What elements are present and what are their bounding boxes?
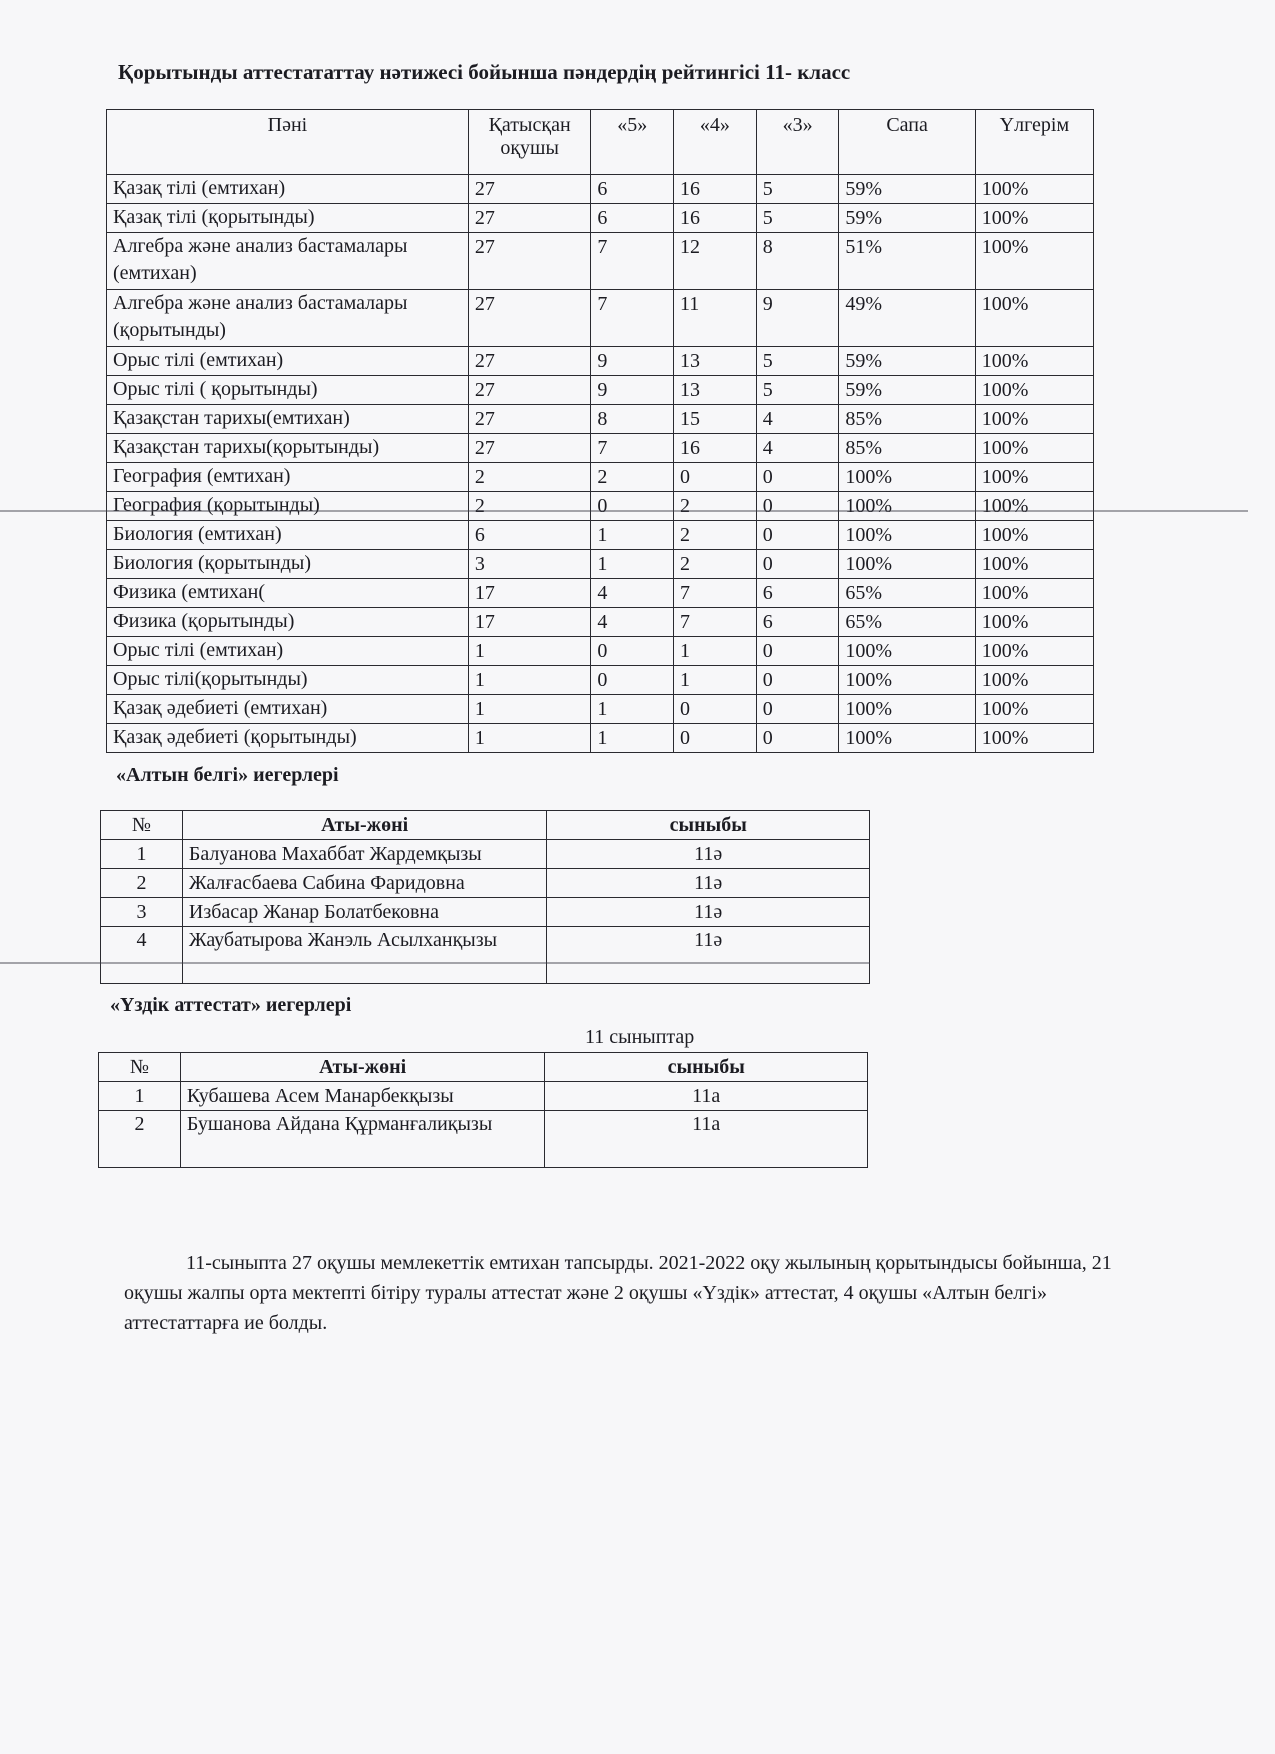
results-table	[106, 109, 1094, 753]
cell-grade3: 0	[756, 463, 839, 492]
cell-quality: 100%	[839, 550, 975, 579]
cell-grade5: 1	[591, 695, 674, 724]
cell-quality: 59%	[839, 376, 975, 405]
cell-grade5: 7	[591, 233, 674, 290]
excellent-header-class: сыныбы	[545, 1053, 868, 1082]
cell-participants: 27	[468, 175, 590, 204]
cell-grade4: 13	[674, 376, 757, 405]
cell-subject: Қазақ тілі (емтихан)	[107, 175, 469, 204]
cell-grade3: 0	[756, 521, 839, 550]
cell-grade4: 2	[674, 550, 757, 579]
cell-grade3: 6	[756, 579, 839, 608]
cell-progress: 100%	[975, 521, 1093, 550]
cell-subject: Биология (емтихан)	[107, 521, 469, 550]
results-row	[107, 204, 1094, 233]
cell-grade5: 8	[591, 405, 674, 434]
cell-grade3: 0	[756, 724, 839, 753]
cell-grade5: 7	[591, 434, 674, 463]
gold-holders-table	[100, 810, 870, 984]
cell-participants: 27	[468, 233, 590, 290]
cell-grade5: 0	[591, 666, 674, 695]
cell-quality: 59%	[839, 347, 975, 376]
cell-grade5: 9	[591, 376, 674, 405]
cell-progress: 100%	[975, 204, 1093, 233]
results-row	[107, 579, 1094, 608]
cell-participants: 27	[468, 434, 590, 463]
results-row	[107, 724, 1094, 753]
cell-progress: 100%	[975, 492, 1093, 521]
cell-grade3: 9	[756, 290, 839, 347]
cell-grade3: 6	[756, 608, 839, 637]
cell-grade3: 0	[756, 637, 839, 666]
cell-progress: 100%	[975, 347, 1093, 376]
cell-grade5: 9	[591, 347, 674, 376]
gold-cell-number: 3	[101, 898, 183, 927]
cell-progress: 100%	[975, 724, 1093, 753]
cell-grade3: 0	[756, 695, 839, 724]
cell-subject: Алгебра және анализ бастамалары (емтихан)	[107, 233, 469, 290]
excellent-cell-class: 11а	[545, 1082, 868, 1111]
gold-row	[101, 898, 870, 927]
gold-cell-class: 11ә	[547, 869, 870, 898]
gold-header-number: №	[101, 811, 183, 840]
results-row	[107, 405, 1094, 434]
cell-grade3: 0	[756, 550, 839, 579]
gold-cell-class: 11ә	[547, 927, 870, 984]
cell-grade4: 13	[674, 347, 757, 376]
cell-grade3: 4	[756, 405, 839, 434]
cell-grade3: 5	[756, 376, 839, 405]
cell-quality: 100%	[839, 695, 975, 724]
gold-row	[101, 927, 870, 984]
cell-grade5: 6	[591, 175, 674, 204]
cell-subject: География (қорытынды)	[107, 492, 469, 521]
scan-fold-line	[0, 510, 1248, 512]
cell-grade3: 4	[756, 434, 839, 463]
cell-progress: 100%	[975, 666, 1093, 695]
results-row	[107, 347, 1094, 376]
excellent-row	[99, 1082, 868, 1111]
cell-grade4: 11	[674, 290, 757, 347]
cell-participants: 17	[468, 608, 590, 637]
cell-participants: 2	[468, 463, 590, 492]
cell-grade4: 15	[674, 405, 757, 434]
cell-subject: Қазақ әдебиеті (емтихан)	[107, 695, 469, 724]
cell-participants: 2	[468, 492, 590, 521]
cell-quality: 59%	[839, 175, 975, 204]
cell-grade5: 0	[591, 637, 674, 666]
results-row	[107, 463, 1094, 492]
cell-subject: Орыс тілі (емтихан)	[107, 347, 469, 376]
gold-header-class: сыныбы	[547, 811, 870, 840]
results-row	[107, 175, 1094, 204]
cell-grade5: 4	[591, 579, 674, 608]
cell-subject: Қазақ әдебиеті (қорытынды)	[107, 724, 469, 753]
cell-progress: 100%	[975, 434, 1093, 463]
cell-grade4: 1	[674, 666, 757, 695]
cell-grade4: 16	[674, 434, 757, 463]
cell-participants: 1	[468, 695, 590, 724]
gold-cell-name: Избасар Жанар Болатбековна	[182, 898, 547, 927]
header-grade3: «3»	[756, 110, 839, 175]
cell-participants: 27	[468, 376, 590, 405]
cell-quality: 49%	[839, 290, 975, 347]
cell-progress: 100%	[975, 233, 1093, 290]
page-title: Қорытынды аттестататтау нәтижесі бойынша пәндердің рейтингісі 11- класс	[118, 60, 851, 84]
cell-participants: 1	[468, 666, 590, 695]
gold-cell-name: Жалғасбаева Сабина Фаридовна	[182, 869, 547, 898]
cell-grade3: 0	[756, 666, 839, 695]
gold-cell-class: 11ә	[547, 898, 870, 927]
results-row	[107, 434, 1094, 463]
cell-grade5: 1	[591, 724, 674, 753]
excellent-cell-name: Кубашева Асем Манарбекқызы	[180, 1082, 545, 1111]
gold-cell-name: Жаубатырова Жанэль Асылханқызы	[182, 927, 547, 984]
cell-quality: 59%	[839, 204, 975, 233]
excellent-section-subtitle: 11 сыныптар	[585, 1026, 695, 1048]
cell-quality: 65%	[839, 608, 975, 637]
header-quality: Сапа	[839, 110, 975, 175]
gold-cell-number: 4	[101, 927, 183, 984]
cell-subject: Қазақ тілі (қорытынды)	[107, 204, 469, 233]
cell-grade5: 4	[591, 608, 674, 637]
excellent-cell-name: Бушанова Айдана Құрманғалиқызы	[180, 1111, 545, 1168]
cell-progress: 100%	[975, 637, 1093, 666]
gold-cell-class: 11ә	[547, 840, 870, 869]
cell-progress: 100%	[975, 463, 1093, 492]
cell-subject: География (емтихан)	[107, 463, 469, 492]
cell-subject: Физика (қорытынды)	[107, 608, 469, 637]
cell-quality: 100%	[839, 637, 975, 666]
cell-progress: 100%	[975, 608, 1093, 637]
cell-grade4: 7	[674, 579, 757, 608]
cell-subject: Биология (қорытынды)	[107, 550, 469, 579]
header-progress: Үлгерім	[975, 110, 1093, 175]
results-row	[107, 521, 1094, 550]
excellent-header-row	[99, 1053, 868, 1082]
results-row	[107, 233, 1094, 290]
cell-progress: 100%	[975, 376, 1093, 405]
cell-grade5: 6	[591, 204, 674, 233]
cell-grade3: 0	[756, 492, 839, 521]
results-row	[107, 376, 1094, 405]
gold-section-title: «Алтын белгі» иегерлері	[116, 764, 339, 786]
gold-cell-name: Балуанова Махаббат Жардемқызы	[182, 840, 547, 869]
header-grade5: «5»	[591, 110, 674, 175]
cell-grade4: 12	[674, 233, 757, 290]
excellent-holders-table	[98, 1052, 868, 1168]
cell-quality: 100%	[839, 666, 975, 695]
cell-participants: 1	[468, 724, 590, 753]
cell-participants: 27	[468, 347, 590, 376]
cell-grade4: 0	[674, 695, 757, 724]
cell-grade4: 1	[674, 637, 757, 666]
excellent-cell-number: 1	[99, 1082, 181, 1111]
gold-cell-number: 1	[101, 840, 183, 869]
results-row	[107, 608, 1094, 637]
cell-participants: 27	[468, 204, 590, 233]
cell-progress: 100%	[975, 175, 1093, 204]
cell-subject: Алгебра және анализ бастамалары (қорытынды)	[107, 290, 469, 347]
cell-grade3: 5	[756, 204, 839, 233]
cell-quality: 100%	[839, 521, 975, 550]
cell-participants: 3	[468, 550, 590, 579]
header-grade4: «4»	[674, 110, 757, 175]
cell-grade4: 0	[674, 724, 757, 753]
results-row	[107, 695, 1094, 724]
cell-quality: 51%	[839, 233, 975, 290]
header-participants: Қатысқан оқушы	[468, 110, 590, 175]
cell-grade4: 7	[674, 608, 757, 637]
cell-progress: 100%	[975, 405, 1093, 434]
cell-grade3: 5	[756, 347, 839, 376]
results-row	[107, 666, 1094, 695]
cell-participants: 17	[468, 579, 590, 608]
cell-grade4: 16	[674, 204, 757, 233]
gold-header-name: Аты-жөні	[182, 811, 547, 840]
cell-participants: 27	[468, 290, 590, 347]
excellent-row	[99, 1111, 868, 1168]
cell-participants: 27	[468, 405, 590, 434]
cell-quality: 85%	[839, 405, 975, 434]
excellent-header-number: №	[99, 1053, 181, 1082]
cell-quality: 100%	[839, 492, 975, 521]
gold-cell-number: 2	[101, 869, 183, 898]
cell-grade3: 8	[756, 233, 839, 290]
cell-grade4: 2	[674, 492, 757, 521]
cell-grade5: 1	[591, 550, 674, 579]
cell-grade3: 5	[756, 175, 839, 204]
gold-row	[101, 869, 870, 898]
excellent-cell-number: 2	[99, 1111, 181, 1168]
cell-progress: 100%	[975, 290, 1093, 347]
cell-grade5: 2	[591, 463, 674, 492]
cell-quality: 100%	[839, 724, 975, 753]
cell-grade5: 0	[591, 492, 674, 521]
cell-quality: 85%	[839, 434, 975, 463]
excellent-header-name: Аты-жөні	[180, 1053, 545, 1082]
cell-grade4: 16	[674, 175, 757, 204]
header-subject: Пәні	[107, 110, 469, 175]
cell-subject: Қазақстан тарихы(қорытынды)	[107, 434, 469, 463]
scan-fold-line	[0, 962, 870, 964]
gold-header-row	[101, 811, 870, 840]
cell-subject: Физика (емтихан(	[107, 579, 469, 608]
cell-grade4: 0	[674, 463, 757, 492]
excellent-section-title: «Үздік аттестат» иегерлері	[110, 994, 352, 1016]
cell-quality: 100%	[839, 463, 975, 492]
cell-progress: 100%	[975, 695, 1093, 724]
cell-subject: Орыс тілі ( қорытынды)	[107, 376, 469, 405]
results-row	[107, 492, 1094, 521]
gold-row	[101, 840, 870, 869]
cell-quality: 65%	[839, 579, 975, 608]
cell-progress: 100%	[975, 579, 1093, 608]
results-row	[107, 290, 1094, 347]
cell-participants: 1	[468, 637, 590, 666]
summary-paragraph: 11-сыныпта 27 оқушы мемлекеттік емтихан тапсырды. 2021-2022 оқу жылының қорытындысы бойынша, 21 оқушы жалпы орта мектепті бітіру туралы аттестат және 2 оқушы «Үздік» аттестат, 4 оқушы «Алтын белгі» аттестаттарға ие болды.	[124, 1252, 1112, 1334]
results-row	[107, 637, 1094, 666]
cell-subject: Қазақстан тарихы(емтихан)	[107, 405, 469, 434]
cell-progress: 100%	[975, 550, 1093, 579]
cell-grade4: 2	[674, 521, 757, 550]
cell-participants: 6	[468, 521, 590, 550]
cell-grade5: 1	[591, 521, 674, 550]
results-header-row	[107, 110, 1094, 175]
cell-grade5: 7	[591, 290, 674, 347]
results-row	[107, 550, 1094, 579]
excellent-cell-class: 11а	[545, 1111, 868, 1168]
cell-subject: Орыс тілі(қорытынды)	[107, 666, 469, 695]
cell-subject: Орыс тілі (емтихан)	[107, 637, 469, 666]
